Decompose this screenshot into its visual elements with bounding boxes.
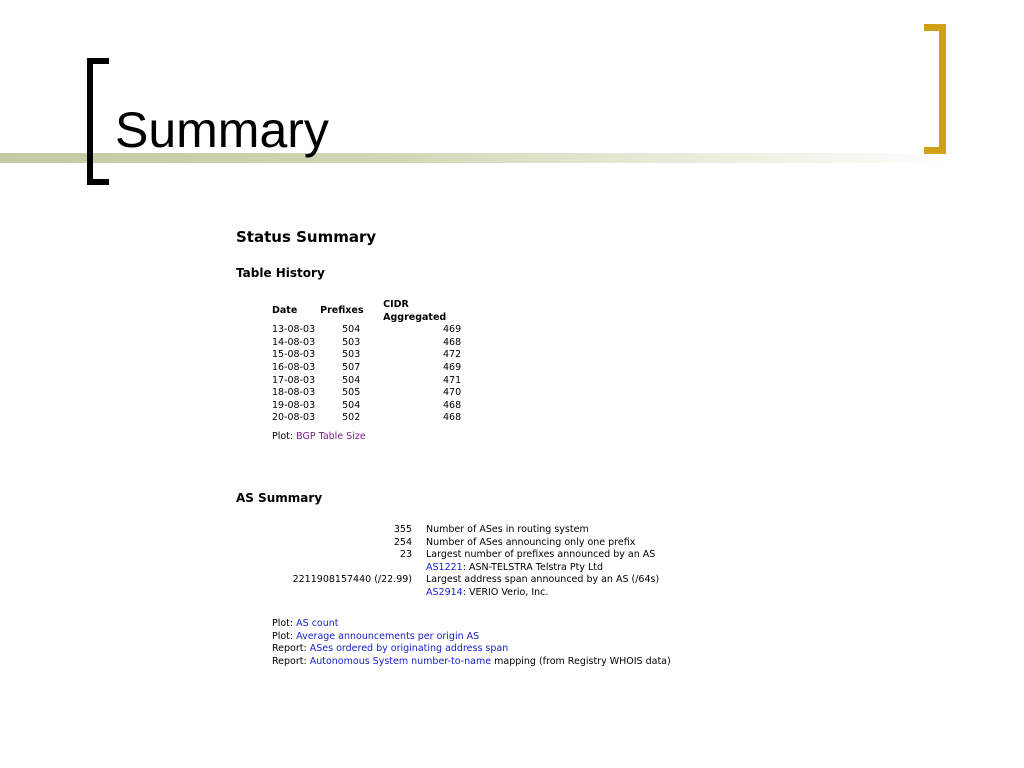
as-description [426, 587, 659, 600]
as-summary-row [272, 587, 659, 600]
link-suffix: mapping (from Registry WHOIS data) [491, 655, 671, 667]
table-header-row [272, 299, 461, 324]
status-summary-heading: Status Summary [236, 228, 377, 246]
as-description: Largest number of prefixes announced by an AS [426, 549, 656, 561]
cell-date: 13-08-03 [272, 324, 316, 336]
cell-cidr: 469 [442, 361, 462, 373]
link-line [272, 618, 671, 631]
as2914-link[interactable]: AS2914 [426, 586, 463, 598]
table-row [272, 362, 461, 375]
as-value: 355 [393, 524, 412, 535]
cell-date: 20-08-03 [272, 412, 316, 424]
cell-cidr: 471 [442, 374, 462, 386]
ases-ordered-link[interactable]: ASes ordered by originating address span [309, 643, 509, 655]
link-line [272, 643, 671, 656]
as1221-link[interactable]: AS1221 [426, 561, 463, 573]
link-label: Plot: [272, 618, 294, 629]
as-count-link[interactable]: AS count [296, 618, 339, 629]
column-header-cidr-aggregated: CIDR Aggregated [383, 299, 447, 323]
column-header-prefixes: Prefixes [320, 305, 364, 317]
table-row [272, 349, 461, 362]
as1221-name: : ASN-TELSTRA Telstra Pty Ltd [462, 561, 604, 573]
as-description: Number of ASes in routing system [426, 524, 589, 535]
cell-date: 17-08-03 [272, 374, 316, 386]
link-line [272, 631, 671, 644]
cell-cidr: 468 [442, 336, 462, 348]
cell-prefixes: 504 [342, 374, 361, 386]
as-summary-row [272, 574, 659, 587]
cell-prefixes: 503 [342, 336, 361, 348]
as-value: 2211908157440 (/22.99) [292, 574, 412, 586]
as-summary-heading: AS Summary [236, 491, 323, 505]
plot-label: Plot: [272, 431, 294, 442]
cell-cidr: 472 [442, 349, 462, 361]
bgp-table-size-link[interactable]: BGP Table Size [296, 431, 366, 442]
cell-cidr: 470 [442, 387, 462, 399]
cell-date: 18-08-03 [272, 387, 316, 399]
link-line [272, 656, 671, 669]
cell-prefixes: 504 [342, 399, 361, 411]
average-announcements-link[interactable]: Average announcements per origin AS [296, 630, 480, 642]
as2914-name: : VERIO Verio, Inc. [462, 586, 549, 598]
table-row [272, 375, 461, 388]
table-row [272, 337, 461, 350]
cell-cidr: 469 [442, 324, 462, 336]
as-links-block [272, 618, 671, 668]
table-row [272, 412, 461, 425]
cell-prefixes: 505 [342, 387, 361, 399]
as-summary-row [272, 537, 659, 550]
as-description: Number of ASes announcing only one prefix [426, 536, 636, 548]
as-summary-row [272, 524, 659, 537]
link-label: Plot: [272, 630, 294, 642]
as-description [426, 562, 659, 575]
as-summary-table [272, 524, 659, 600]
cell-prefixes: 504 [342, 324, 361, 336]
slide-title: Summary [115, 102, 329, 158]
table-row [272, 400, 461, 413]
as-summary-row [272, 562, 659, 575]
column-header-date: Date [272, 305, 298, 317]
as-description: Largest address span announced by an AS (/64s) [426, 574, 660, 586]
cell-prefixes: 502 [342, 412, 361, 424]
cell-date: 14-08-03 [272, 336, 316, 348]
as-value: 254 [393, 536, 412, 548]
link-label: Report: [272, 655, 307, 667]
as-value: 23 [399, 549, 412, 561]
cell-prefixes: 507 [342, 361, 361, 373]
as-summary-row [272, 549, 659, 562]
as-number-to-name-link[interactable]: Autonomous System number-to-name [309, 655, 492, 667]
cell-date: 15-08-03 [272, 349, 316, 361]
cell-prefixes: 503 [342, 349, 361, 361]
cell-date: 16-08-03 [272, 361, 316, 373]
as-value [272, 562, 426, 575]
table-row [272, 324, 461, 337]
as-value [272, 587, 426, 600]
table-row [272, 387, 461, 400]
cell-date: 19-08-03 [272, 399, 316, 411]
cell-cidr: 468 [442, 399, 462, 411]
link-label: Report: [272, 643, 307, 655]
table-history-heading: Table History [236, 266, 325, 280]
table-history-table [272, 299, 461, 425]
cell-cidr: 468 [442, 412, 462, 424]
bgp-plot-line [272, 431, 366, 442]
